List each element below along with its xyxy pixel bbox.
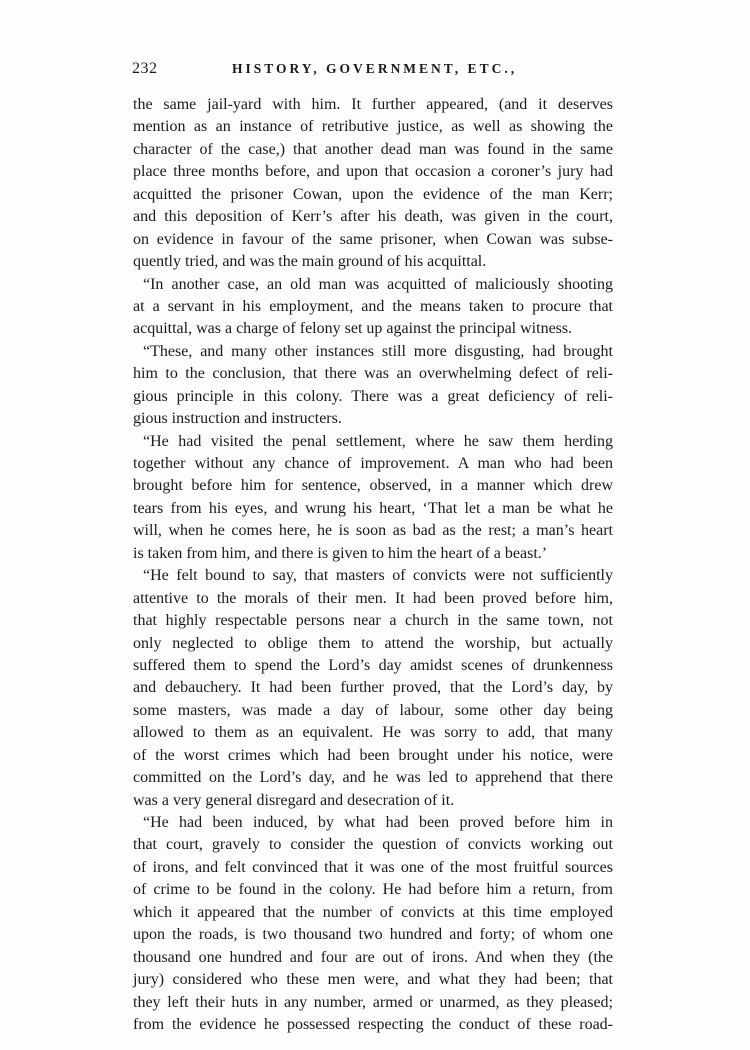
text-line: “In another case, an old man was acquitted of maliciously shooting [143, 275, 613, 293]
text-line: suffered them to spend the Lord’s day amidst scenes of drunkenness [133, 656, 613, 674]
body-text [133, 94, 613, 1036]
text-line: that highly respectable persons near a church in the same town, not [133, 612, 613, 630]
text-line: that court, gravely to consider the question of convicts working out [133, 836, 613, 854]
text-line: is taken from him, and there is given to him the heart of a beast.’ [133, 544, 548, 562]
text-line: attentive to the morals of their men. It had been proved before him, [133, 589, 613, 607]
text-line: “He had been induced, by what had been proved before him in [143, 814, 613, 831]
text-line: brought before him for sentence, observed, in a manner which drew [133, 477, 613, 495]
text-line: character of the case,) that another dead man was found in the same [133, 140, 613, 158]
text-line: at a servant in his employment, and the means taken to procure that [133, 297, 613, 315]
text-line: some masters, was made a day of labour, some other day being [133, 701, 613, 719]
text-line: gious instruction and instructers. [133, 410, 342, 428]
page-header [132, 60, 612, 84]
text-line: acquittal, was a charge of felony set up against the principal witness. [133, 320, 573, 338]
text-line: “He felt bound to say, that masters of convicts were not sufficiently [143, 567, 613, 585]
text-line: on evidence in favour of the same prisoner, when Cowan was subse- [133, 230, 613, 248]
text-line: will, when he comes here, he is soon as bad as the rest; a man’s heart [133, 522, 613, 540]
text-line: was a very general disregard and desecration of it. [133, 791, 455, 809]
text-line: and this deposition of Kerr’s after his death, was given in the court, [133, 208, 613, 226]
text-line: tears from his eyes, and wrung his heart, ‘That let a man be what he [133, 499, 613, 517]
text-line: place three months before, and upon that occasion a coroner’s jury had [133, 163, 613, 181]
text-line: from the evidence he possessed respecting the conduct of these road- [133, 1015, 613, 1033]
text-line: “He had visited the penal settlement, where he saw them herding [143, 432, 613, 450]
text-line: only neglected to oblige them to attend the worship, but actually [133, 634, 613, 652]
text-line: of crime to be found in the colony. He had before him a return, from [133, 881, 613, 899]
text-line: committed on the Lord’s day, and he was led to apprehend that there [133, 769, 613, 787]
text-line: “These, and many other instances still more disgusting, had brought [143, 342, 613, 360]
text-line: thousand one hundred and four are out of irons. And when they (the [133, 948, 613, 966]
text-line: mention as an instance of retributive justice, as well as showing the [133, 118, 613, 136]
page-number: 232 [132, 60, 158, 77]
text-line: gious principle in this colony. There was a great deficiency of reli- [133, 387, 613, 405]
text-line: and debauchery. It had been further proved, that the Lord’s day, by [133, 679, 613, 697]
text-line: they left their huts in any number, armed or unarmed, as they pleased; [133, 993, 613, 1011]
text-line: which it appeared that the number of convicts at this time employed [133, 903, 613, 921]
text-line: of the worst crimes which had been brought under his notice, were [133, 746, 613, 764]
text-line: him to the conclusion, that there was an overwhelming defect of reli- [133, 365, 613, 383]
running-title: HISTORY, GOVERNMENT, ETC., [232, 61, 518, 76]
text-line: jury) considered who these men were, and what they had been; that [133, 971, 613, 989]
text-line: the same jail-yard with him. It further appeared, (and it deserves [133, 96, 613, 113]
text-line: allowed to them as an equivalent. He was sorry to add, that many [133, 724, 613, 742]
text-line: together without any chance of improvement. A man who had been [133, 455, 613, 472]
text-line: upon the roads, is two thousand two hundred and forty; of whom one [133, 926, 613, 944]
text-line: of irons, and felt convinced that it was one of the most fruitful sources [133, 858, 613, 876]
text-line: acquitted the prisoner Cowan, upon the evidence of the man Kerr; [133, 185, 613, 203]
text-line: quently tried, and was the main ground of his acquittal. [133, 253, 487, 271]
